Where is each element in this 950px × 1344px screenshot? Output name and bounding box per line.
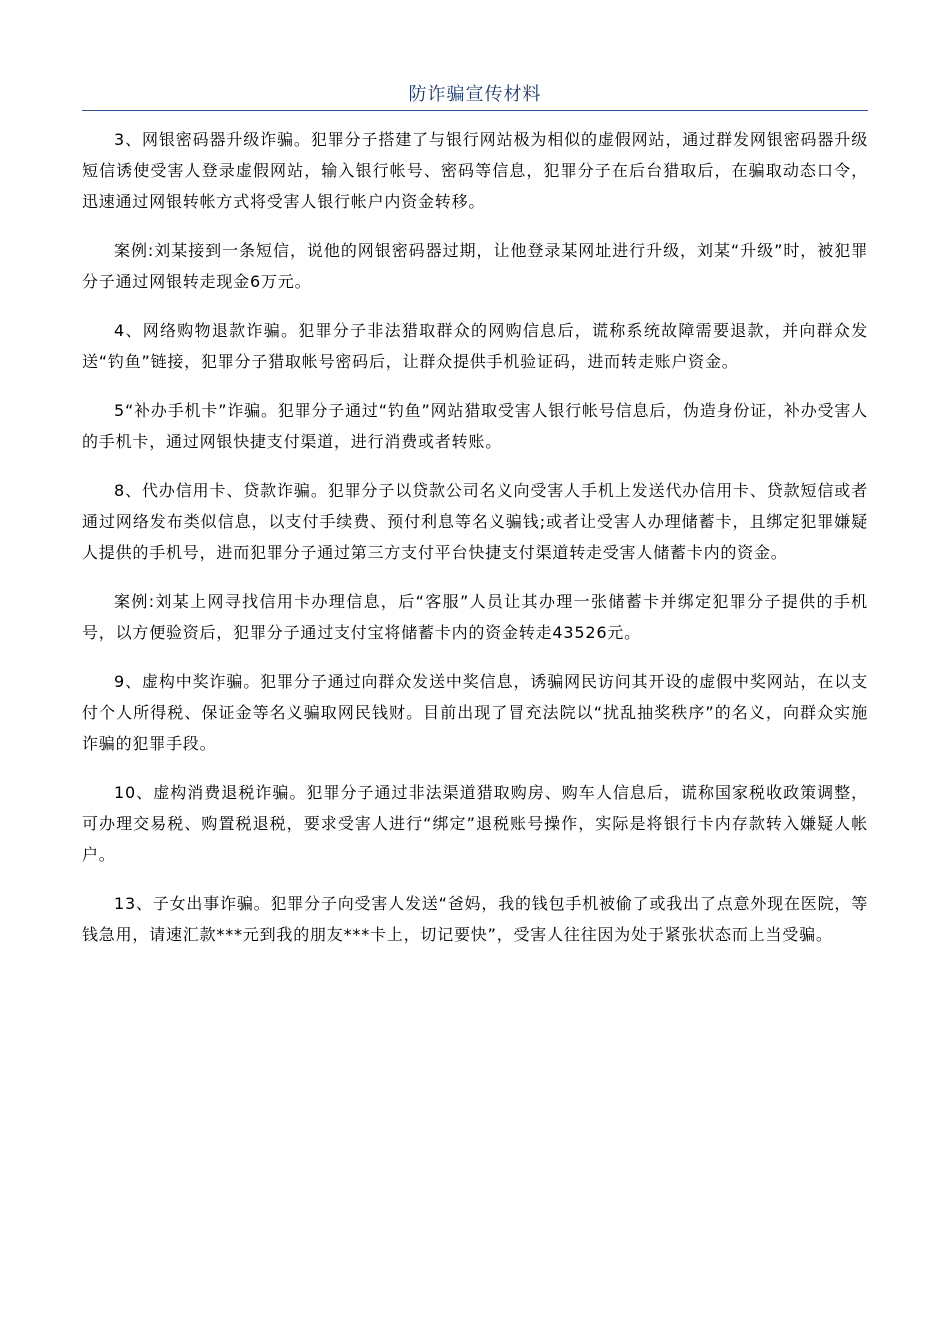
document-body [82,124,868,968]
paragraph-credit-loan-scam: 8、代办信用卡、贷款诈骗。犯罪分子以贷款公司名义向受害人手机上发送代办信用卡、贷款短信或者通过网络发布类似信息，以支付手续费、预付利息等名义骗钱;或者让受害人办理储蓄卡，且绑定犯罪嫌疑人提供的手机号，进而犯罪分子通过第三方支付平台快捷支付渠道转走受害人储蓄卡内的资金。 [82,481,868,562]
paragraph-case-credit-card: 案例:刘某上网寻找信用卡办理信息，后“客服”人员让其办理一张储蓄卡并绑定犯罪分子提供的手机号，以方便验资后，犯罪分子通过支付宝将储蓄卡内的资金转走43526元。 [82,592,868,642]
paragraph-case-token-upgrade: 案例:刘某接到一条短信，说他的网银密码器过期，让他登录某网址进行升级，刘某“升级”时，被犯罪分子通过网银转走现金6万元。 [82,241,868,291]
page-title: 防诈骗宣传材料 [408,84,542,105]
paragraph-sim-reissue-scam: 5“补办手机卡”诈骗。犯罪分子通过“钓鱼”网站猎取受害人银行帐号信息后，伪造身份证，补办受害人的手机卡，通过网银快捷支付渠道，进行消费或者转账。 [82,401,868,451]
paragraph-child-emergency-scam: 13、子女出事诈骗。犯罪分子向受害人发送“爸妈，我的钱包手机被偷了或我出了点意外现在医院，等钱急用，请速汇款***元到我的朋友***卡上，切记要快”，受害人往往因为处于紧张状态而上当受骗。 [82,894,868,944]
paragraph-tax-refund-scam: 10、虚构消费退税诈骗。犯罪分子通过非法渠道猎取购房、购车人信息后，谎称国家税收政策调整，可办理交易税、购置税退税，要求受害人进行“绑定”退税账号操作，实际是将银行卡内存款转入嫌疑人帐户。 [82,783,868,864]
page-header [82,82,868,111]
paragraph-fake-prize-scam: 9、虚构中奖诈骗。犯罪分子通过向群众发送中奖信息，诱骗网民访问其开设的虚假中奖网站，在以支付个人所得税、保证金等名义骗取网民钱财。目前出现了冒充法院以“扰乱抽奖秩序”的名义，向群众实施诈骗的犯罪手段。 [82,672,868,753]
paragraph-online-bank-token-scam: 3、网银密码器升级诈骗。犯罪分子搭建了与银行网站极为相似的虚假网站，通过群发网银密码器升级短信诱使受害人登录虚假网站，输入银行帐号、密码等信息，犯罪分子在后台猎取后，在骗取动态口令，迅速通过网银转帐方式将受害人银行帐户内资金转移。 [82,130,868,211]
paragraph-shopping-refund-scam: 4、网络购物退款诈骗。犯罪分子非法猎取群众的网购信息后，谎称系统故障需要退款，并向群众发送“钓鱼”链接，犯罪分子猎取帐号密码后，让群众提供手机验证码，进而转走账户资金。 [82,321,868,371]
